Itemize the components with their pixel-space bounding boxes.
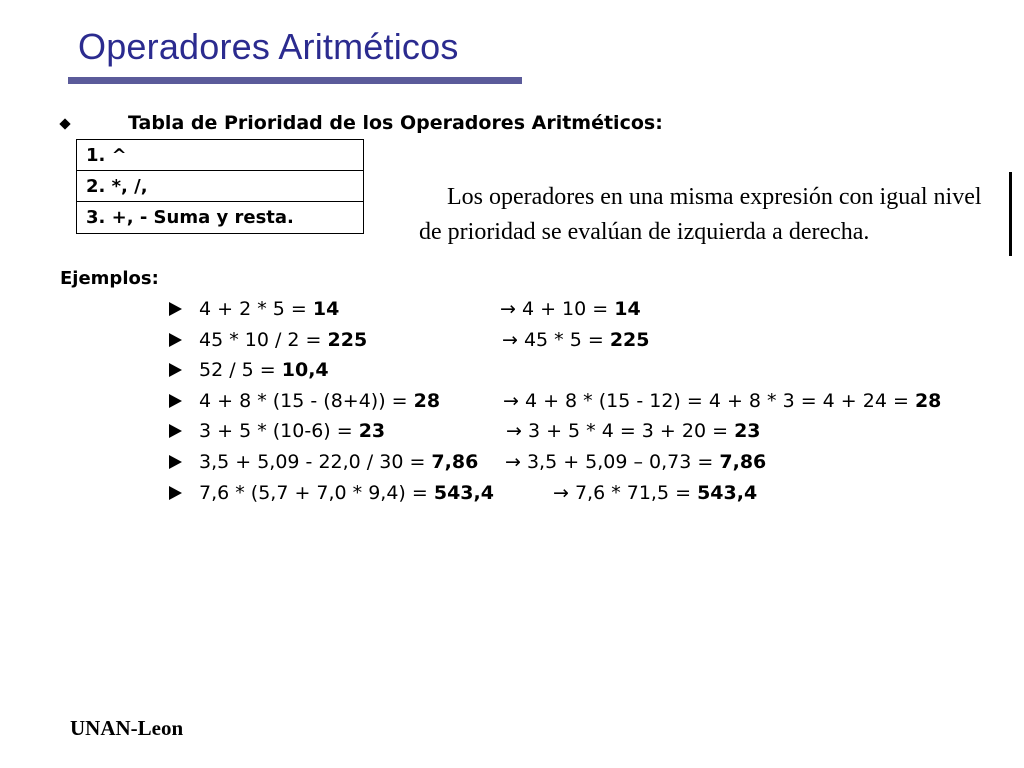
example-result: 543,4	[433, 481, 494, 504]
example-final: 7,86	[719, 450, 767, 473]
example-simplification: → 7,6 * 71,5 = 543,4	[553, 481, 758, 504]
example-simplification: → 3,5 + 5,09 – 0,73 = 7,86	[505, 450, 767, 473]
example-simplification: → 4 + 10 = 14	[500, 298, 641, 320]
example-result: 28	[413, 389, 441, 412]
priority-row: 2. *, /,	[77, 171, 363, 202]
example-expression: 52 / 5 = 10,4	[199, 359, 329, 382]
example-result: 225	[327, 328, 368, 351]
example-result: 14	[312, 298, 340, 320]
example-final: 14	[614, 298, 641, 320]
arrowhead-bullet-icon	[169, 486, 182, 500]
example-final: 543,4	[697, 481, 758, 504]
title-underline	[68, 77, 522, 84]
priority-table	[76, 139, 364, 234]
example-row	[165, 325, 985, 356]
example-expression: 4 + 8 * (15 - (8+4)) = 28	[199, 389, 441, 412]
examples-list	[165, 294, 985, 508]
page-title: Operadores Aritméticos	[78, 26, 459, 67]
example-expression: 3 + 5 * (10-6) = 23	[199, 420, 386, 443]
example-final: 225	[609, 328, 650, 351]
example-row	[165, 294, 985, 325]
arrowhead-bullet-icon	[169, 333, 182, 347]
footer-institution: UNAN-Leon	[70, 716, 184, 740]
example-row	[165, 355, 985, 386]
example-final: 23	[734, 420, 761, 443]
arrowhead-bullet-icon	[169, 394, 182, 408]
example-simplification: → 4 + 8 * (15 - 12) = 4 + 8 * 3 = 4 + 24 = 28	[503, 389, 942, 412]
example-row	[165, 447, 985, 478]
example-simplification: → 45 * 5 = 225	[502, 328, 650, 351]
evaluation-note	[419, 180, 1009, 250]
priority-row: 3. +, - Suma y resta.	[86, 207, 294, 228]
note-side-bar	[1009, 172, 1012, 256]
arrowhead-bullet-icon	[169, 363, 182, 377]
example-simplification: → 3 + 5 * 4 = 3 + 20 = 23	[506, 420, 761, 443]
diamond-bullet-icon	[59, 118, 70, 129]
example-row	[165, 416, 985, 447]
arrowhead-bullet-icon	[169, 302, 182, 316]
example-expression: 7,6 * (5,7 + 7,0 * 9,4) = 543,4	[199, 481, 494, 504]
example-expression: 3,5 + 5,09 - 22,0 / 30 = 7,86	[199, 450, 479, 473]
example-expression: 4 + 2 * 5 = 14	[199, 298, 340, 320]
priority-table-heading: Tabla de Prioridad de los Operadores Aritméticos:	[128, 112, 663, 134]
example-final: 28	[914, 389, 942, 412]
arrowhead-bullet-icon	[169, 455, 182, 469]
example-row	[165, 386, 985, 417]
priority-row: 1. ^	[77, 140, 363, 171]
example-row	[165, 478, 985, 509]
example-result: 7,86	[431, 450, 479, 473]
arrowhead-bullet-icon	[169, 424, 182, 438]
examples-label: Ejemplos:	[60, 268, 159, 289]
evaluation-note-line: de prioridad se evalúan de izquierda a derecha.	[419, 219, 870, 245]
example-result: 23	[358, 420, 386, 443]
example-result: 10,4	[281, 359, 329, 382]
example-expression: 45 * 10 / 2 = 225	[199, 328, 368, 351]
evaluation-note-line: Los operadores en una misma expresión con igual nivel	[447, 184, 982, 210]
